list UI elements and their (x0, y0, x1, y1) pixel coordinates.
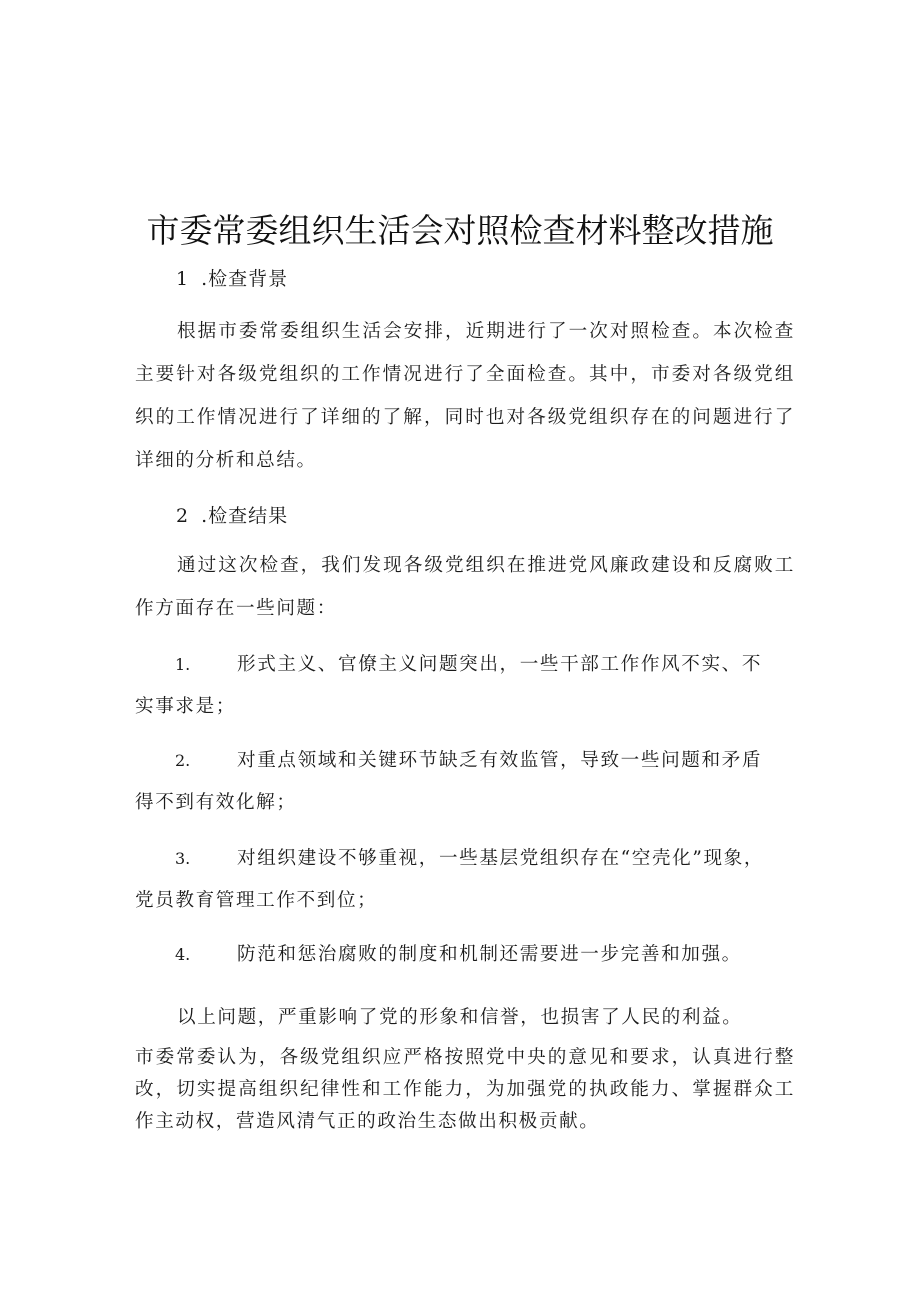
section-heading-text: .检查背景 (201, 268, 289, 290)
list-item (135, 644, 775, 728)
list-item-text: 对重点领域和关键环节缺乏有效监管，导致一些问题和矛盾得不到有效化解； (135, 750, 763, 813)
document-title: 市委常委组织生活会对照检查材料整改措施 (146, 211, 774, 250)
list-item-number: 1. (175, 655, 191, 674)
list-item-number: 2. (175, 751, 191, 770)
results-intro-paragraph: 通过这次检查，我们发现各级党组织在推进党风廉政建设和反腐败工作方面存在一些问题： (135, 555, 795, 619)
conclusion-paragraph: 以上问题，严重影响了党的形象和信誉，也损害了人民的利益。 (177, 1007, 743, 1028)
list-item-text: 形式主义、官僚主义问题突出，一些干部工作作风不实、不实事求是； (135, 654, 763, 717)
list-item-text: 对组织建设不够重视，一些基层党组织存在“空壳化”现象，党员教育管理工作不到位； (135, 848, 765, 911)
list-item-number: 3. (175, 849, 191, 868)
list-item (135, 838, 775, 922)
section-number: 1 (176, 268, 190, 290)
background-paragraph: 根据市委常委组织生活会安排，近期进行了一次对照检查。本次检查主要针对各级党组织的工作情况进行了全面检查。其中，市委对各级党组织的工作情况进行了详细的了解，同时也对各级党组织存在的问题进行了详细的分析和总结。 (135, 321, 795, 471)
closing-paragraph: 市委常委认为，各级党组织应严格按照党中央的意见和要求，认真进行整改，切实提高组织纪律性和工作能力，为加强党的执政能力、掌握群众工作主动权，营造风清气正的政治生态做出积极贡献。 (135, 1047, 795, 1132)
section-number: 2 (176, 505, 190, 527)
section-heading-results (176, 502, 288, 530)
list-item-text: 防范和惩治腐败的制度和机制还需要进一步完善和加强。 (237, 944, 742, 965)
list-item-number: 4. (175, 945, 191, 964)
list-item (135, 740, 775, 824)
section-heading-background (176, 265, 288, 293)
list-item (135, 934, 775, 976)
section-heading-text: .检查结果 (201, 505, 289, 527)
